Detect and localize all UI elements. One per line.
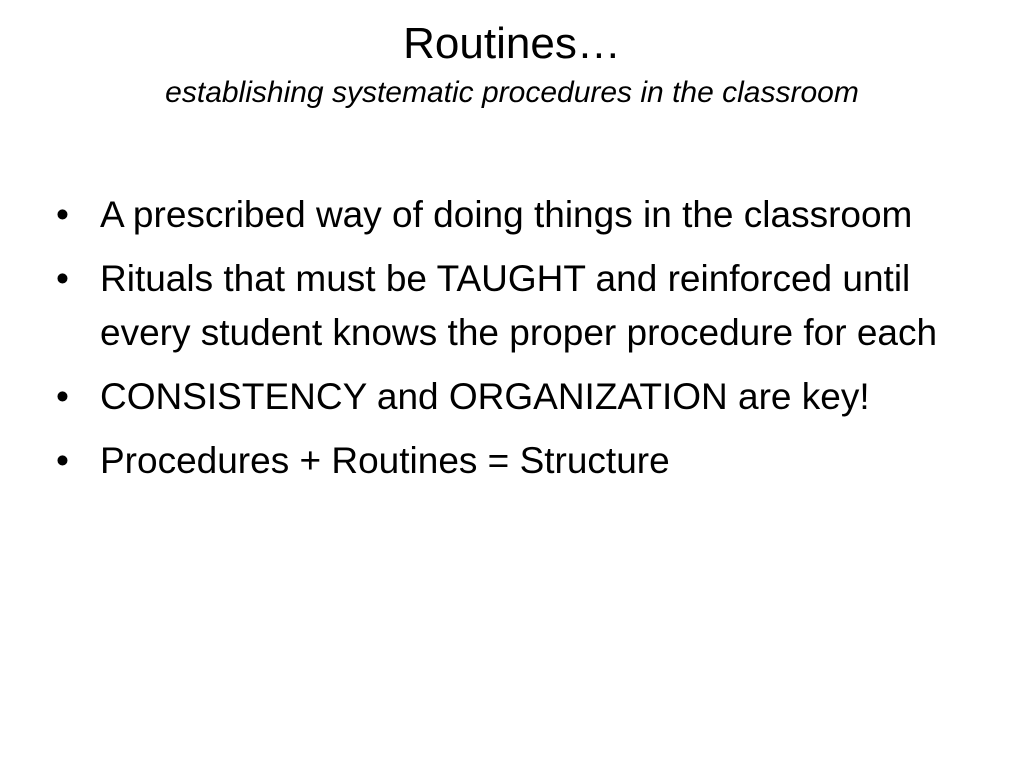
- bullet-text: A prescribed way of doing things in the classroom: [100, 194, 913, 235]
- bullet-icon: •: [56, 194, 69, 235]
- bullet-item: [56, 370, 976, 424]
- title-block: [0, 18, 1024, 115]
- bullet-text: Procedures + Routines = Structure: [100, 440, 670, 481]
- bullet-text: CONSISTENCY and ORGANIZATION are key!: [100, 376, 870, 417]
- bullet-item: [56, 434, 976, 488]
- slide-subtitle: establishing systematic procedures in the classroom: [165, 76, 859, 109]
- bullet-icon: •: [56, 258, 69, 299]
- bullet-icon: •: [56, 440, 69, 481]
- bullet-icon: •: [56, 376, 69, 417]
- bullet-text: Rituals that must be TAUGHT and reinforced until every student knows the proper procedure for each: [100, 258, 938, 353]
- bullet-list: [56, 188, 976, 498]
- bullet-item: [56, 188, 976, 242]
- slide-title: Routines…: [403, 19, 621, 68]
- bullet-item: [56, 252, 976, 360]
